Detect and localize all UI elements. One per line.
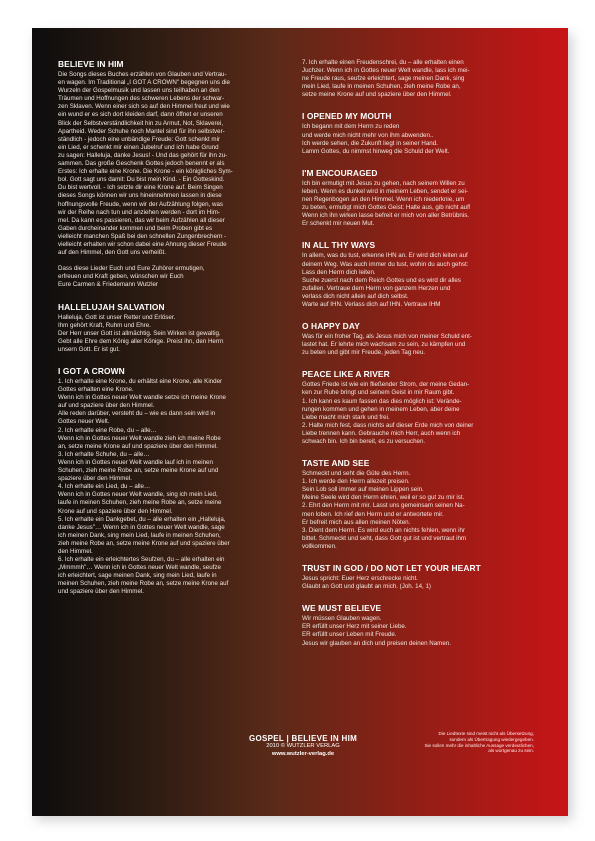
song-section-believe-in-him — [58, 59, 302, 290]
section-body — [302, 123, 542, 155]
song-section-trust-in-god-do-not-let-your-heart — [302, 563, 542, 591]
text-line: Jesus wir glauben an dich und preisen deinen Namen. — [302, 639, 451, 647]
translation-note — [388, 731, 534, 754]
left-column — [58, 59, 302, 609]
text-line: zu beten und gibt mir Freude, jeden Tag neu. — [302, 349, 426, 357]
section-title: O HAPPY DAY — [302, 321, 360, 332]
text-line: zu beten, ermutigt mich Gottes Geist: Halte aus, gib nicht auf! — [302, 204, 471, 212]
section-body — [302, 180, 542, 229]
text-line: deinem Weg. Was auch immer du tust, wohin du auch gehst: — [302, 260, 469, 268]
text-line: Der Herr unser Gott ist allmächtig. Sein Wirken ist gewaltig. — [58, 329, 221, 337]
text-line: Gottes Friede ist wie ein fließender Strom, der meine Gedan- — [302, 381, 470, 389]
text-line: Sein Lob soll immer auf meinen Lippen sein. — [302, 486, 424, 494]
text-line: Schuhen, zieh meine Robe an, setze meine Krone auf und — [58, 467, 219, 475]
text-line: Jesus spricht: Euer Herz erschrecke nicht. — [302, 575, 418, 583]
text-line: 2. Ich erhalte eine Robe, du – alle… — [58, 426, 157, 434]
text-line: Dass diese Lieder Euch und Eure Zuhörer ermutigen, — [58, 265, 205, 273]
section-title: WE MUST BELIEVE — [302, 603, 382, 614]
text-line: Er befreit mich aus allen meinen Nöten. — [302, 518, 411, 526]
note-line: Sie sollen mehr die inhaltliche Aussage verdeutlichen, — [424, 742, 534, 748]
text-line: 4. Ich erhalte ein Lied, du – alle… — [58, 483, 151, 491]
text-line: spaziere über den Himmel. — [58, 475, 132, 483]
text-line: sammen. Das große Geschenk Gottes jedoch benennt er als — [58, 160, 225, 168]
text-line: Gaben durcheinander kommen und beim Proben gibt es — [58, 224, 213, 232]
text-line: den Himmel. — [58, 547, 93, 555]
text-line: mel. Da kann es passieren, das wir beim Aufzählen all dieser — [58, 216, 225, 224]
text-line: bol. Gott sagt uns damit: Du bist mein Kind. - Ein Gotteskind. — [58, 176, 225, 184]
text-line: Schmeckt und seht die Güte des Herrn. — [302, 470, 411, 478]
text-line: und werde mich nicht mehr von ihm abwenden.. — [302, 131, 434, 139]
text-line: zufallen. Vertraue dem Herrn von ganzem Herzen und — [302, 284, 451, 292]
section-body — [302, 252, 542, 309]
text-line: Lamm Gottes, du nimmst hinweg die Schuld der Welt. — [302, 147, 450, 155]
note-line: Die Liedtexte sind meist nicht als Übersetzung, — [438, 731, 534, 736]
section-body — [302, 470, 542, 551]
text-line: nen Regenbogen an den Himmel. Wenn ich niederknie, um — [302, 196, 465, 204]
section-body — [58, 378, 302, 597]
song-section-peace-like-a-river — [302, 369, 542, 446]
section-body — [302, 615, 542, 647]
text-line: unsern Gott. Er ist gut. — [58, 345, 120, 353]
text-line: erfreuen und Kraft geben, wünschen wir Euch — [58, 273, 184, 281]
section-title: PEACE LIKE A RIVER — [302, 369, 390, 380]
footer-copyright: 2010 © WUTZLER VERLAG — [266, 743, 340, 749]
text-line: In allem, was du tust, erkenne IHN an. Er wird dich leiten auf — [302, 252, 468, 260]
text-line: en wagen. Im Traditional „I GOT A CROWN" begegnen uns die — [58, 79, 230, 87]
section-title: I'M ENCOURAGED — [302, 167, 378, 178]
text-line: Suche zuerst nach dem Reich Gottes und es wird dir alles — [302, 276, 461, 284]
text-line: ich meinen Dank, sing mein Lied, laufe in meinen Schuhen, — [58, 531, 221, 539]
text-line: dieses Songs können wir uns hineinnehmen lassen in diese — [58, 192, 222, 200]
text-line: vollkommen. — [302, 542, 337, 550]
section-body — [302, 59, 542, 99]
text-line: bittet. Schmeckt und seht, dass Gott gut ist und vertraut ihm — [302, 534, 467, 542]
text-line: Wenn ich in Gottes neuer Welt wandle, sing ich mein Lied, — [58, 491, 218, 499]
section-title: I OPENED MY MOUTH — [302, 111, 392, 122]
text-line: 3. Dient dem Herrn. Es wird euch an nichts fehlen, wenn ihr — [302, 526, 466, 534]
note-line: sondern als Übertragung wiedergegeben. — [449, 736, 534, 742]
section-body — [302, 381, 542, 446]
section-body — [302, 333, 542, 357]
song-section-i-got-a-crown — [58, 366, 302, 597]
text-line: 6. Ich erhalte ein erleichtertes Seufzen, du – alle erhalten ein — [58, 556, 225, 564]
section-title: HALLELUJAH SALVATION — [58, 301, 165, 312]
text-line: men loben. Ich rief den Herrn und er antwortete mir. — [302, 510, 444, 518]
text-line: ein wund er es sich dort kleiden darf, dann öffnet er unseren — [58, 111, 223, 119]
text-line: laufe in meinen Schuhen, zieh meine Robe an, setze meine — [58, 499, 222, 507]
song-section-continued — [302, 59, 542, 99]
text-line: mein Lied, laufe in meinen Schuhen, zieh meine Robe an, — [302, 83, 461, 91]
text-line: Er schenkt mir neuen Mut. — [302, 220, 375, 228]
text-line: setze meine Krone auf und spaziere über den Himmel. — [302, 91, 452, 99]
text-line: auf und spaziere über den Himmel. — [58, 402, 155, 410]
songbook-page — [32, 28, 568, 816]
text-line: ken zur Ruhe bringt und seinem Geist in mir Raum gibt. — [302, 389, 455, 397]
text-line: Glaubt an Gott und glaubt an mich. (Joh. 14, 1) — [302, 583, 431, 591]
text-line: 2. Halte mich fest, dass nichts auf dieser Erde mich von deiner — [302, 421, 474, 429]
text-line: Wenn ich in Gottes neuer Welt wandle setze ich meine Krone — [58, 394, 226, 402]
note-line: als wortgenau zu sein. — [488, 748, 534, 754]
text-line: Wurzeln der Gospelmusik und lassen uns teilhaben an den — [58, 87, 220, 95]
text-line: Eure Carmen & Friedemann Wutzler — [58, 281, 158, 289]
text-line: Blick der Selbstverständlichkeit hin zu Armut, Not, Sklaverei, — [58, 119, 224, 127]
text-line: schwach bin. Ich bin bereit, es zu versuchen. — [302, 438, 426, 445]
text-line: „Mmmmh"… Wenn ich in Gottes neuer Welt wandle, seufze — [58, 564, 221, 572]
text-line: ne Freude raus, seufze erleichtert, sage meinen Dank, sing — [302, 75, 465, 83]
text-line: Liebe trennen kann. Gebrauche mich Herr, auch wenn ich — [302, 429, 461, 437]
text-line: Was für ein froher Tag, als Jesus mich von meiner Schuld ent- — [302, 333, 472, 341]
section-body — [58, 71, 302, 290]
text-line: Du bist wertvoll. - Ich setzte dir eine Krone auf. Beim Singen — [58, 184, 223, 192]
text-line: ein Lied, er schenkt mir einen Jubelruf und ich habe Grund — [58, 143, 219, 151]
text-line: Lass den Herrn dich leiten. — [302, 268, 376, 276]
text-line: vielleicht manchen Spaß bei den schnellen Zungenbrechern - — [58, 232, 227, 240]
text-line: 7. Ich erhalte einen Freudenschrei, du – alle erhalten einen — [302, 59, 464, 66]
text-line: zen Sklaven. Wenn einer sich so auf den Himmel freut und wie — [58, 103, 230, 111]
song-section-in-all-thy-ways — [302, 240, 542, 309]
footer-url[interactable]: www.wutzler-verlag.de — [271, 750, 335, 757]
text-line: Erstes: Ich erhalte eine Krone. Die Krone - ein königliches Sym- — [58, 168, 233, 176]
song-section-taste-and-see — [302, 458, 542, 551]
text-line: 5. Ich erhalte ein Dankgebet, du – alle erhalten ein „Halleluja, — [58, 515, 226, 523]
text-line: rungen kommen und gehen in meinem Leben, aber deine — [302, 405, 460, 413]
text-line: ER erfüllt unser Herz mit seiner Liebe. — [302, 623, 407, 631]
text-line: 1. Ich erhalte eine Krone, du erhältst eine Krone, alle Kinder — [58, 378, 223, 385]
text-line: und spaziere über den Himmel. — [58, 588, 144, 596]
text-line: 1. Ich werde den Herrn allezeit preisen. — [302, 478, 410, 486]
right-column — [302, 59, 542, 660]
text-line: Die Songs dieses Buches erzählen von Glauben und Vertrau- — [58, 71, 227, 78]
section-title: IN ALL THY WAYS — [302, 240, 376, 251]
section-body — [302, 575, 542, 591]
text-line: Ich begann mit dem Herrn zu reden — [302, 123, 400, 131]
text-line: zieh meine Robe an, setze meine Krone auf und spaziere über — [58, 539, 230, 547]
text-line: Wenn ich ihn wirken lasse befreit er mich von aller Betrübnis. — [302, 212, 470, 220]
text-line: Juchzer. Wenn ich in Gottes neuer Welt wandle, lass ich mei- — [302, 67, 470, 75]
text-line — [58, 257, 302, 265]
footer — [228, 734, 378, 758]
text-line: vielleicht erhalten wir schon dabei eine Ahnung dieser Freude — [58, 240, 227, 248]
text-line: Gottes erhalten eine Krone. — [58, 386, 134, 394]
text-line: Ihm gehört Kraft, Ruhm und Ehre. — [58, 321, 151, 329]
text-line: meinen Schuhen, zieh meine Robe an, setze meine Krone auf — [58, 580, 229, 588]
text-line: Ich bin ermutigt mit Jesus zu gehen, nach seinem Willen zu — [302, 179, 465, 187]
song-section-hallelujah-salvation — [58, 302, 302, 354]
text-line: Meine Seele wird den Herrn ehren, weil er so gut zu mir ist. — [302, 494, 465, 502]
text-line: Apartheid. Weder Schuhe noch Mantel sind für ihn selbstver- — [58, 127, 225, 135]
footer-title: GOSPEL | BELIEVE IN HIM — [248, 734, 358, 743]
section-body — [58, 314, 302, 354]
text-line: Wenn ich in Gottes neuer Welt wandle lauf ich in meinen — [58, 458, 213, 466]
section-title: TASTE AND SEE — [302, 458, 370, 469]
text-line: ständlich - jedoch eine unbändige Freude: Gott schenkt mir — [58, 135, 220, 143]
text-line: Ich werde sehen, die Zukunft liegt in seiner Hand. — [302, 139, 438, 147]
text-line: Wir müssen Glauben wagen. — [302, 615, 382, 623]
text-line: lastet hat. Er lehrte mich wachsam zu sein, zu kämpfen und — [302, 341, 466, 349]
text-line: 2. Ehrt den Herrn mit mir. Lasst uns gemeinsam seinen Na- — [302, 502, 465, 510]
text-line: auf den Himmel, den Gott uns verheißt. — [58, 249, 166, 257]
section-title: BELIEVE IN HIM — [58, 59, 124, 69]
text-line: Wenn ich in Gottes neuer Welt wandle zieh ich meine Robe — [58, 434, 221, 442]
song-section-we-must-believe — [302, 603, 542, 647]
section-title: TRUST IN GOD / DO NOT LET YOUR HEART — [302, 563, 481, 574]
text-line: verlass dich nicht allein auf dich selbst. — [302, 292, 409, 300]
text-line: ich erleichtert, sage meinen Dank, sing mein Lied, laufe in — [58, 572, 217, 580]
text-line: wir der Reihe nach tun und anziehen werden - dort im Him- — [58, 208, 220, 216]
text-line: ER erfüllt unser Leben mit Freude. — [302, 631, 397, 639]
song-section-i-opened-my-mouth — [302, 111, 542, 155]
song-section-i-m-encouraged — [302, 168, 542, 229]
text-line: an, setze meine Krone auf und spaziere über den Himmel. — [58, 442, 218, 450]
text-line: Gottes neuer Welt. — [58, 418, 110, 426]
text-line: Liebe macht mich stark und frei. — [302, 413, 390, 421]
text-line: 3. Ich erhalte Schuhe, du – alle… — [58, 450, 150, 458]
text-line: Gebt alle Ehre dem König aller Könige. Preist ihn, den Herrn — [58, 337, 224, 345]
text-line: zu sagen: Halleluja, danke Jesus! - Und das gehört für ihn zu- — [58, 151, 228, 159]
song-section-o-happy-day — [302, 321, 542, 357]
text-line: Krone auf und spaziere über den Himmel. — [58, 507, 173, 515]
text-line: 1. Ich kann es kaum fassen das dies möglich ist: Verände- — [302, 397, 462, 405]
text-line: Halleluja, Gott ist unser Retter und Erlöser. — [58, 313, 176, 321]
text-line: danke Jesus"… Wenn ich in Gottes neuer Welt wandle, sage — [58, 523, 225, 531]
text-line: Warte auf IHN. Verlass dich auf IHN. Vertraue IHM — [302, 300, 441, 308]
text-line: Alle reden darüber, versteht du – wie es dann sein wird in — [58, 410, 216, 418]
text-line: hoffnungsvolle Freude, wenn wir der Aufzählung folgen, was — [58, 200, 223, 208]
section-title: I GOT A CROWN — [58, 366, 125, 376]
text-line: Träumen und Hoffnungen des schweren Lebens der schwar- — [58, 95, 225, 103]
text-line: leben. Wenn es dunkel wird in meinem Leben, sendet er sei- — [302, 187, 469, 195]
